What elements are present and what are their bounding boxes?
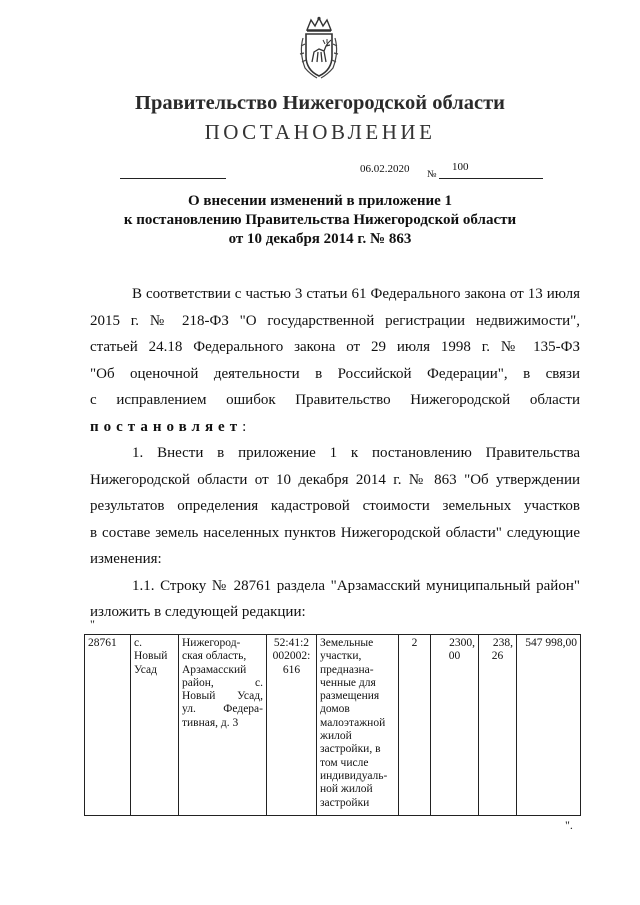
body-line: 1. Внести в приложение 1 к постановлению Правительства [132,445,580,461]
document-date: 06.02.2020 [360,163,410,175]
cell-unit-price: 238, 26 [479,635,517,816]
document-type: ПОСТАНОВЛЕНИЕ [204,120,436,144]
body-line: "Об оценочной деятельности в Российской Федерации", в связи [90,365,580,382]
number-label: № [427,169,437,180]
coat-of-arms-icon [297,16,341,80]
body-line: статьей 24.18 Федерального закона от 29 июля 1998 г. № 135-ФЗ [90,339,580,355]
document-body [90,281,580,626]
cell-place: с. Новый Усад [131,635,179,816]
opening-quote: " [90,617,95,631]
cell-area: 2300, 00 [431,635,479,816]
body-line: Нижегородской области от 10 декабря 2014 г. № 863 "Об утверждении [90,471,580,488]
table-row [85,635,581,816]
body-line: изложить в следующей редакции: [90,604,306,620]
cell-cadastral-value: 547 998,00 [517,635,581,816]
government-title: Правительство Нижегородской области [135,92,505,114]
document-subject [0,192,640,249]
cell-address: Нижегород- ская область, Арзамасский район, с. Новый Усад, ул. Федера- тивная, д. 3 [179,635,267,816]
body-line: в составе земель населенных пунктов Нижегородской области" следующие [90,524,580,541]
body-line: В соответствии с частью 3 статьи 61 Федерального закона от 13 июля [132,286,580,302]
cell-permitted-use: Земельные участки, предназна- ченные для размещения домов малоэтажной жилой застройки, в том числе индивидуаль- ной жилой застройки [317,635,399,816]
body-line [90,414,580,441]
subject-line: к постановлению Правительства Нижегородской области [123,212,517,228]
cell-number: 28761 [85,635,131,816]
date-underline [120,178,226,179]
body-line: изменения: [90,551,162,567]
resolves-colon: : [242,418,247,435]
body-line: результатов определения кадастровой стоимости земельных участков [90,498,580,514]
body-line: 2015 г. № 218-ФЗ "О государственной регистрации недвижимости", [90,312,580,329]
resolves-word: постановляет [90,418,243,435]
subject-line: от 10 декабря 2014 г. № 863 [228,231,412,247]
document-number: 100 [452,161,469,173]
cell-group: 2 [399,635,431,816]
subject-line: О внесении изменений в приложение 1 [187,193,453,209]
land-plot-table [84,634,581,816]
closing-quote: ". [565,818,573,832]
body-line: 1.1. Строку № 28761 раздела "Арзамасский муниципальный район" [132,577,580,594]
cell-cadastral-number: 52:41:2 002002: 616 [267,635,317,816]
number-underline [439,178,543,179]
body-line: с исправлением ошибок Правительство Нижегородской области [90,392,580,408]
